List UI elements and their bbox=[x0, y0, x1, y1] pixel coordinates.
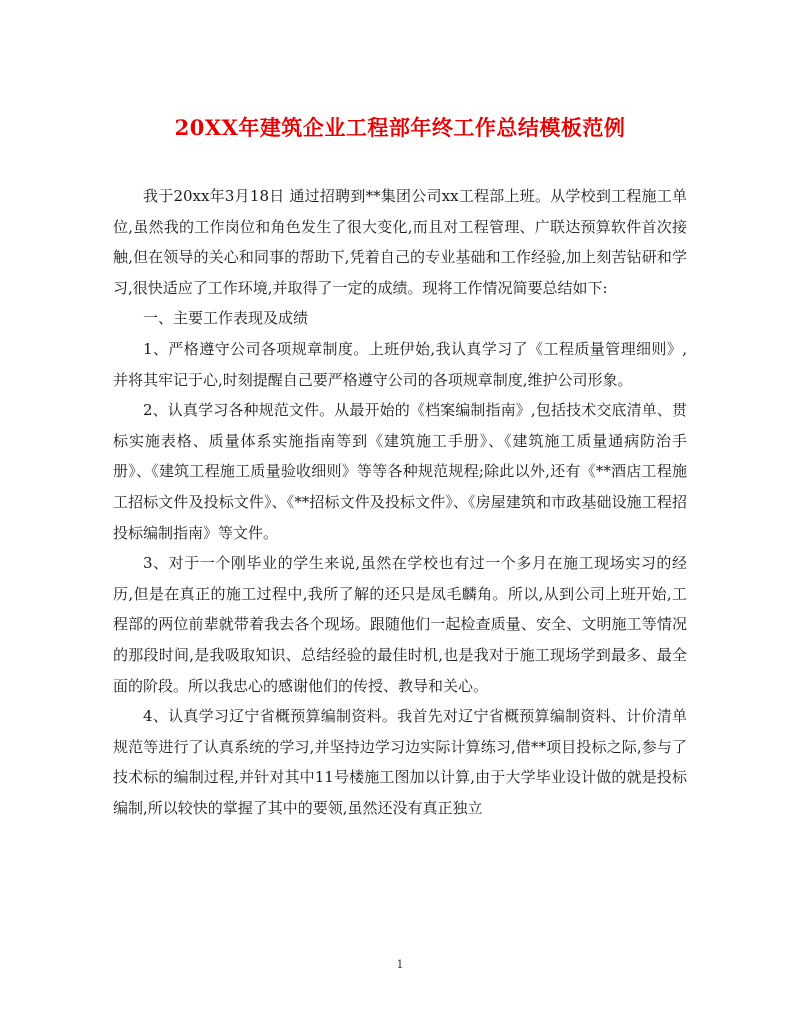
item-paragraph-1: 1、严格遵守公司各项规章制度。上班伊始,我认真学习了《工程质量管理细则》,并将其牢记于心,时刻提醒自己要严格遵守公司的各项规章制度,维护公司形象。 bbox=[113, 339, 687, 389]
item-paragraph-2: 2、认真学习各种规范文件。从最开始的《档案编制指南》,包括技术交底清单、贯标实施表格、质量体系实施指南等到《建筑施工手册》、《建筑施工质量通病防治手册》、《建筑工程施工质量验收细则》等等各种规范规程;除此以外,还有《**酒店工程施工招标文件及投标文件》、《**招标文件及投标文件》、《房屋建筑和市政基础设施工程招投标编制指南》等文件。 bbox=[113, 401, 687, 542]
section-heading: 一、主要工作表现及成绩 bbox=[143, 309, 309, 328]
item-paragraph-3: 3、对于一个刚毕业的学生来说,虽然在学校也有过一个多月在施工现场实习的经历,但是在真正的施工过程中,我所了解的还只是凤毛麟角。所以,从到公司上班开始,工程部的两位前辈就带着我去各个现场。跟随他们一起检查质量、安全、文明施工等情况的那段时间,是我吸取知识、总结经验的最佳时机,也是我对于施工现场学到最多、最全面的阶段。所以我忠心的感谢他们的传授、教导和关心。 bbox=[113, 554, 687, 695]
document-body bbox=[113, 181, 687, 823]
page-number: 1 bbox=[396, 958, 404, 971]
item-paragraph-4: 4、认真学习辽宁省概预算编制资料。我首先对辽宁省概预算编制资料、计价清单规范等进行了认真系统的学习,并坚持边学习边实际计算练习,借**项目投标之际,参与了技术标的编制过程,并针对其中11号楼施工图加以计算,由于大学毕业设计做的就是投标编制,所以较快的掌握了其中的要领,虽然还没有真正独立 bbox=[113, 707, 687, 817]
intro-paragraph: 我于20xx年3月18日 通过招聘到**集团公司xx工程部上班。从学校到工程施工单位,虽然我的工作岗位和角色发生了很大变化,而且对工程管理、广联达预算软件首次接触,但在领导的关心和同事的帮助下,凭着自己的专业基础和工作经验,加上刻苦钻研和学习,很快适应了工作环境,并取得了一定的成绩。现将工作情况简要总结如下: bbox=[113, 187, 687, 297]
document-title: 20XX年建筑企业工程部年终工作总结模板范例 bbox=[174, 115, 626, 140]
